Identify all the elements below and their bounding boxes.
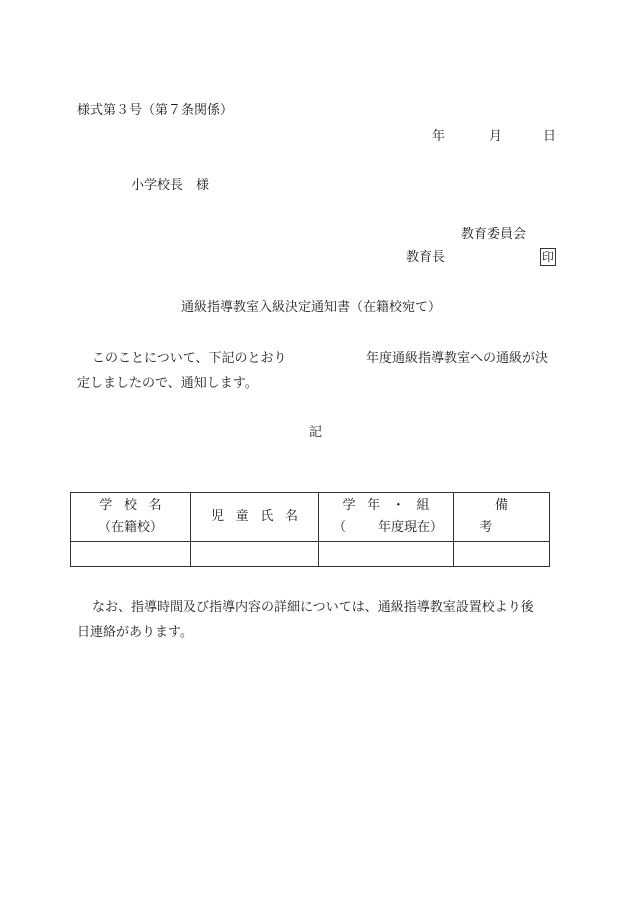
header-grade xyxy=(319,493,454,542)
sender-title: 教育長 xyxy=(406,250,446,265)
header-remarks-label: 備考 xyxy=(479,498,540,535)
header-school xyxy=(71,493,191,542)
cell-student xyxy=(191,542,319,567)
header-school-label: 学校名 xyxy=(99,498,174,513)
form-number: 様式第３号（第７条関係） xyxy=(77,103,234,118)
seal-mark: 印 xyxy=(541,250,554,264)
table-header-row xyxy=(71,493,550,542)
footer-text-line1: なお、指導時間及び指導内容の詳細については、通級指導教室設置校より後 xyxy=(92,600,534,615)
sender-organization: 教育委員会 xyxy=(461,227,527,242)
cell-school xyxy=(71,542,191,567)
table-row xyxy=(71,542,550,567)
header-grade-text: 年度現在） xyxy=(377,520,443,535)
header-grade-paren: （ xyxy=(333,520,347,535)
date-day-label: 日 xyxy=(543,129,557,144)
header-student xyxy=(191,493,319,542)
body-text-line1-part1: このことについて、下記のとおり xyxy=(92,351,287,366)
header-student-label: 児童氏名 xyxy=(210,509,310,524)
date-month-label: 月 xyxy=(489,129,503,144)
cell-grade xyxy=(319,542,454,567)
footer-text-line2: 日連絡があります。 xyxy=(77,625,193,640)
body-text-line1-part2: 年度通級指導教室への通級が決 xyxy=(366,351,549,366)
addressee: 小学校長 様 xyxy=(131,178,210,193)
header-grade-sublabel xyxy=(319,517,453,539)
header-school-sublabel: （在籍校） xyxy=(97,520,163,535)
details-table xyxy=(70,492,550,567)
header-grade-label: 学年・組 xyxy=(342,498,442,513)
header-remarks xyxy=(454,493,550,542)
document-title: 通級指導教室入級決定通知書（在籍校宛て） xyxy=(181,300,442,315)
ki-heading: 記 xyxy=(309,425,323,440)
body-text-line2: 定しましたので、通知します。 xyxy=(77,376,258,391)
date-year-label: 年 xyxy=(432,129,446,144)
cell-remarks xyxy=(454,542,550,567)
